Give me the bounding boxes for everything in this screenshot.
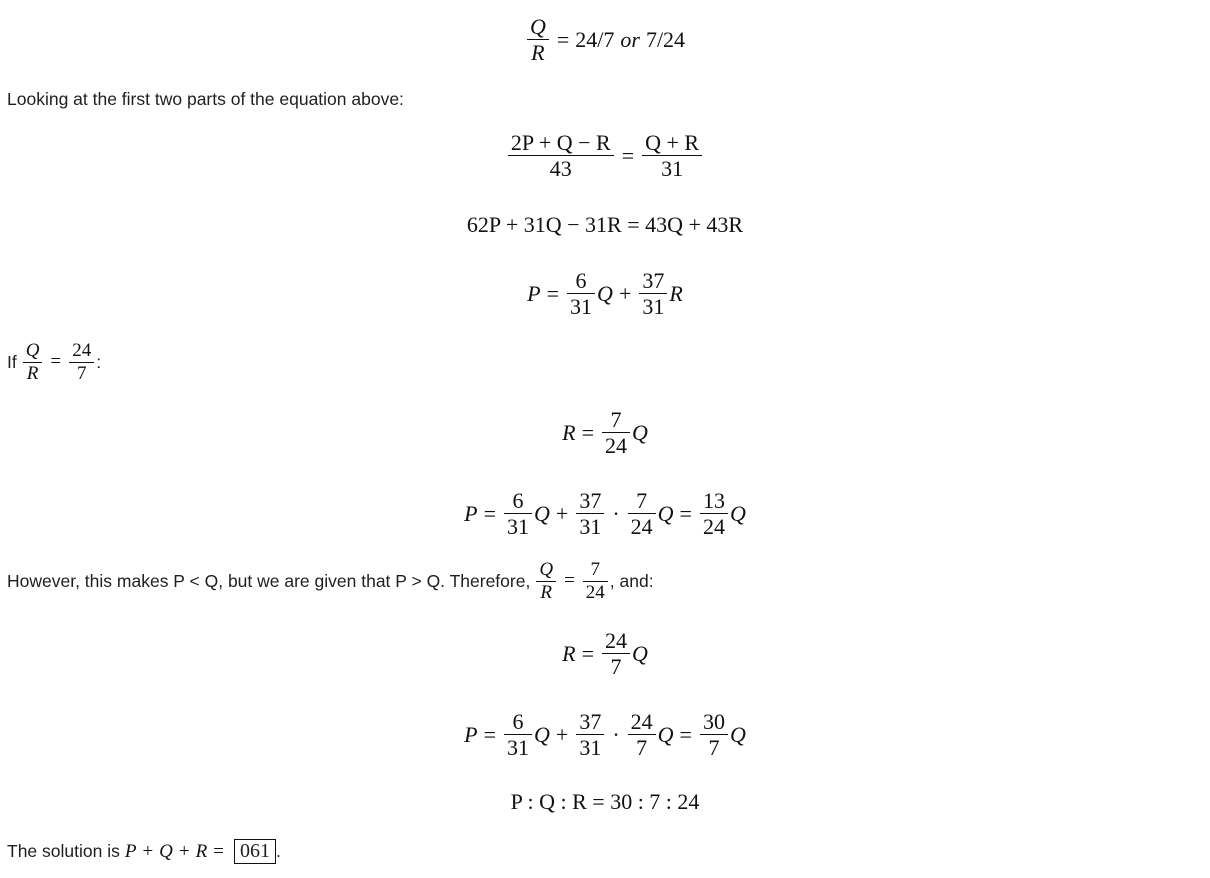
right-numerator: Q + R <box>645 130 700 155</box>
p-expression-case-2: P = $\frac{6}{31}$ Q + $\frac{37}{31}$ · $\frac{24}{7}$ Q = $\frac{30}{7}$ Q <box>464 709 746 761</box>
solution-sentence: The solution is <box>7 841 120 861</box>
fraction-left <box>508 130 614 182</box>
r-expression-1: R = $\frac{7}{24}$ Q <box>562 407 648 459</box>
final-ratio <box>0 789 1210 815</box>
ratio-equation: $\frac{Q}{R}$ = 24/7 or 7/24 <box>0 14 1210 66</box>
solution-line: The solution is P + Q + R = 061 . <box>7 840 281 862</box>
p-expression: P = $\frac{6}{31}$ Q + $\frac{37}{31}$ R <box>527 268 683 320</box>
intro-text <box>0 89 1210 110</box>
left-denominator: 43 <box>549 156 572 182</box>
however-line: However, this makes P < Q, but we are given that P > Q. Therefore, $\frac{Q}{R}$ = $\frac{7}{24}$ , and: <box>7 559 654 603</box>
fraction-right <box>642 130 702 182</box>
equation-first-two-parts: $\frac{2P + Q - R}{43}$ = $\frac{Q + R}{31}$ <box>0 130 1210 182</box>
or-word: or <box>620 26 640 52</box>
left-numerator: 2P + Q − R <box>510 130 611 155</box>
var-p: P <box>527 280 541 306</box>
if-condition: If $\frac{Q}{R}$ = $\frac{24}{7}$ : <box>7 340 102 384</box>
p-expression-case-1: P = $\frac{6}{31}$ Q + $\frac{37}{31}$ · $\frac{7}{24}$ Q = $\frac{13}{24}$ Q <box>464 488 746 540</box>
fraction-q-over-r <box>527 14 549 66</box>
however-sentence: However, this makes P < Q, but we are given that P > Q. Therefore, <box>7 570 531 591</box>
intro-sentence: Looking at the first two parts of the equation above: <box>7 89 404 109</box>
final-ratio-text: P : Q : R = 30 : 7 : 24 <box>510 789 700 814</box>
r-expression-2: R = $\frac{24}{7}$ Q <box>562 628 648 680</box>
solution-answer-box: 061 <box>234 839 276 864</box>
if-word: If <box>7 351 17 372</box>
expanded-equation <box>0 212 1210 238</box>
var-q: Q <box>529 14 546 39</box>
expanded-equation-text: 62P + 31Q − 31R = 43Q + 43R <box>466 212 744 237</box>
and-suffix: , and: <box>609 570 654 591</box>
right-denominator: 31 <box>661 156 684 182</box>
var-r: R <box>531 40 545 66</box>
